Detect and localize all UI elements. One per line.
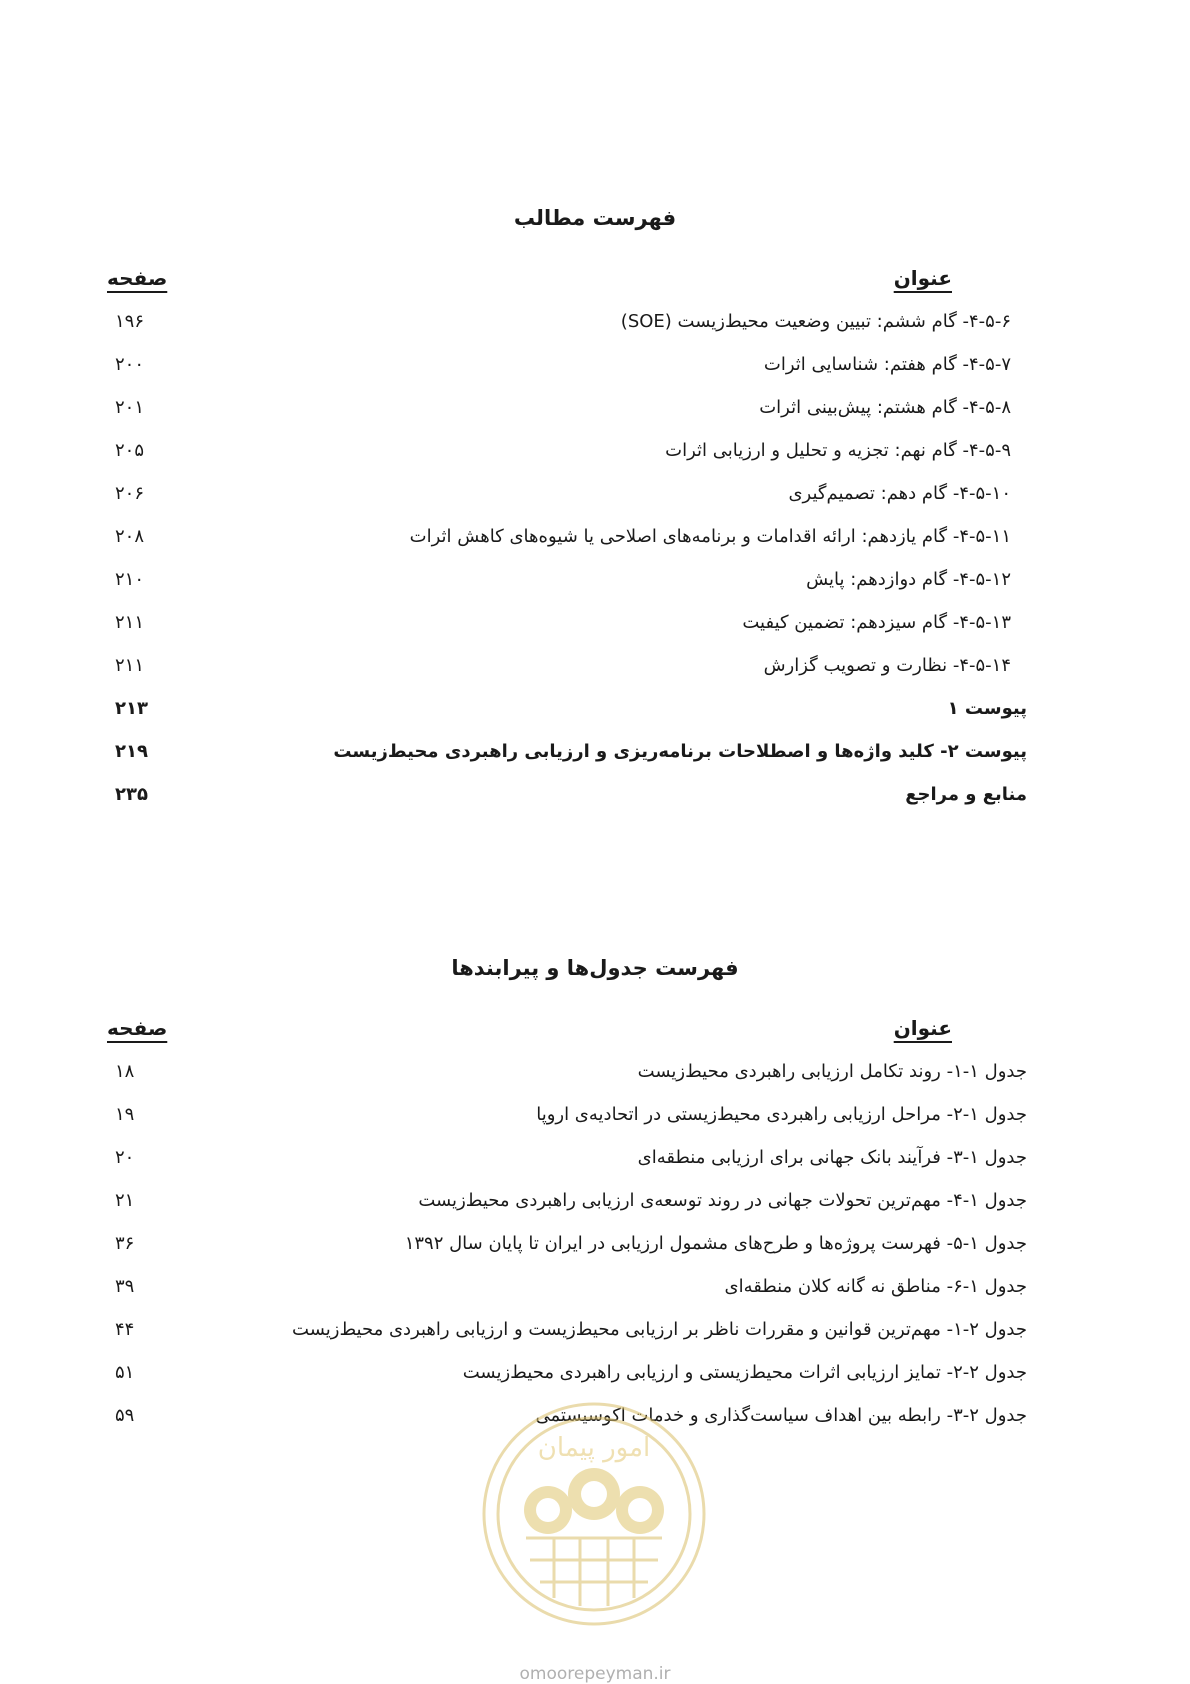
toc-row-page: ۱۹۶ xyxy=(115,311,145,332)
toc-row xyxy=(115,607,1027,639)
tables-column-title-header: عنوان xyxy=(893,1016,952,1040)
table-entry-page: ۳۶ xyxy=(115,1233,135,1254)
toc-row-title: ۴-۵-۹- گام نهم: تجزیه و تحلیل و ارزیابی اثرات xyxy=(665,440,1011,461)
table-entry-row xyxy=(115,1099,1027,1131)
toc-title: فهرست مطالب xyxy=(513,206,677,230)
toc-row-page: ۲۰۵ xyxy=(115,440,145,461)
toc-row-page: ۲۰۰ xyxy=(115,354,145,375)
toc-row xyxy=(115,306,1027,338)
table-entry-row xyxy=(115,1357,1027,1389)
toc-row-title: ۴-۵-۶- گام ششم: تبیین وضعیت محیط‌زیست (SOE) xyxy=(620,311,1011,332)
watermark-url: omoorepeyman.ir xyxy=(519,1664,671,1684)
table-entry-row xyxy=(115,1056,1027,1088)
tables-list-title: فهرست جدول‌ها و پیرابندها xyxy=(451,956,739,980)
toc-column-title-header: عنوان xyxy=(893,266,952,290)
toc-row-title: ۴-۵-۱۰- گام دهم: تصمیم‌گیری xyxy=(788,483,1011,504)
toc-row-page: ۲۱۱ xyxy=(115,655,145,676)
toc-row xyxy=(115,650,1027,682)
toc-row-page: ۲۱۰ xyxy=(115,569,145,590)
watermark-seal-logo xyxy=(478,1398,710,1630)
toc-row-title: ۴-۵-۸- گام هشتم: پیش‌بینی اثرات xyxy=(759,397,1011,418)
table-entry-title: جدول ۱-۴- مهم‌ترین تحولات جهانی در روند توسعه‌ی ارزیابی راهبردی محیط‌زیست xyxy=(418,1190,1027,1211)
toc-row-title: ۴-۵-۱۱- گام یازدهم: ارائه اقدامات و برنامه‌های اصلاحی یا شیوه‌های کاهش اثرات xyxy=(409,526,1011,547)
toc-row-title: پیوست ۲- کلید واژه‌ها و اصطلاحات برنامه‌ریزی و ارزیابی راهبردی محیط‌زیست xyxy=(333,741,1027,762)
table-entry-page: ۱۸ xyxy=(115,1061,135,1082)
table-entry-title: جدول ۲-۲- تمایز ارزیابی اثرات محیط‌زیستی و ارزیابی راهبردی محیط‌زیست xyxy=(462,1362,1027,1383)
watermark-logo-text: امور پیمان xyxy=(537,1433,651,1463)
toc-row xyxy=(115,693,1027,725)
toc-row xyxy=(115,392,1027,424)
table-entry-page: ۳۹ xyxy=(115,1276,135,1297)
table-entry-title: جدول ۱-۶- مناطق نه گانه کلان منطقه‌ای xyxy=(724,1276,1027,1297)
table-entry-row xyxy=(115,1271,1027,1303)
table-entry-title: جدول ۱-۵- فهرست پروژه‌ها و طرح‌های مشمول ارزیابی در ایران تا پایان سال ۱۳۹۲ xyxy=(404,1233,1027,1254)
toc-row xyxy=(115,349,1027,381)
toc-row xyxy=(115,521,1027,553)
table-entry-title: جدول ۱-۱- روند تکامل ارزیابی راهبردی محیط‌زیست xyxy=(637,1061,1027,1082)
table-entry-title: جدول ۱-۳- فرآیند بانک جهانی برای ارزیابی منطقه‌ای xyxy=(637,1147,1027,1168)
table-entry-page: ۲۰ xyxy=(115,1147,135,1168)
table-entry-page: ۲۱ xyxy=(115,1190,135,1211)
table-entry-row xyxy=(115,1142,1027,1174)
toc-row-page: ۲۰۸ xyxy=(115,526,145,547)
table-entry-title: جدول ۲-۱- مهم‌ترین قوانین و مقررات ناظر بر ارزیابی محیط‌زیست و ارزیابی راهبردی محیط‌زیست xyxy=(292,1319,1027,1340)
toc-row-title: پیوست ۱ xyxy=(947,698,1027,719)
toc-row-page: ۲۱۹ xyxy=(115,741,148,762)
toc-row-title: ۴-۵-۷- گام هفتم: شناسایی اثرات xyxy=(763,354,1011,375)
toc-row xyxy=(115,736,1027,768)
table-entry-page: ۴۴ xyxy=(115,1319,135,1340)
toc-row-title: ۴-۵-۱۳- گام سیزدهم: تضمین کیفیت xyxy=(742,612,1011,633)
toc-row-title: ۴-۵-۱۲- گام دوازدهم: پایش xyxy=(806,569,1011,590)
toc-row xyxy=(115,478,1027,510)
toc-row-title: ۴-۵-۱۴- نظارت و تصویب گزارش xyxy=(763,655,1011,676)
tables-column-page-header: صفحه xyxy=(107,1016,168,1040)
toc-row-page: ۲۰۶ xyxy=(115,483,145,504)
table-entry-row xyxy=(115,1314,1027,1346)
table-entry-page: ۵۱ xyxy=(115,1362,135,1383)
table-entry-title: جدول ۲-۳- رابطه بین اهداف سیاست‌گذاری و خدمات اکوسیستمی xyxy=(535,1405,1027,1426)
table-entry-page: ۱۹ xyxy=(115,1104,135,1125)
toc-row xyxy=(115,779,1027,811)
toc-row-page: ۲۰۱ xyxy=(115,397,145,418)
toc-row-page: ۲۱۳ xyxy=(115,698,148,719)
toc-row-page: ۲۳۵ xyxy=(115,784,148,805)
toc-row-title: منابع و مراجع xyxy=(905,784,1027,805)
toc-row xyxy=(115,435,1027,467)
table-entry-row xyxy=(115,1228,1027,1260)
table-entry-page: ۵۹ xyxy=(115,1405,135,1426)
table-entry-row xyxy=(115,1185,1027,1217)
toc-row-page: ۲۱۱ xyxy=(115,612,145,633)
toc-column-page-header: صفحه xyxy=(107,266,168,290)
table-entry-title: جدول ۱-۲- مراحل ارزیابی راهبردی محیط‌زیستی در اتحادیه‌ی اروپا xyxy=(536,1104,1027,1125)
toc-row xyxy=(115,564,1027,596)
